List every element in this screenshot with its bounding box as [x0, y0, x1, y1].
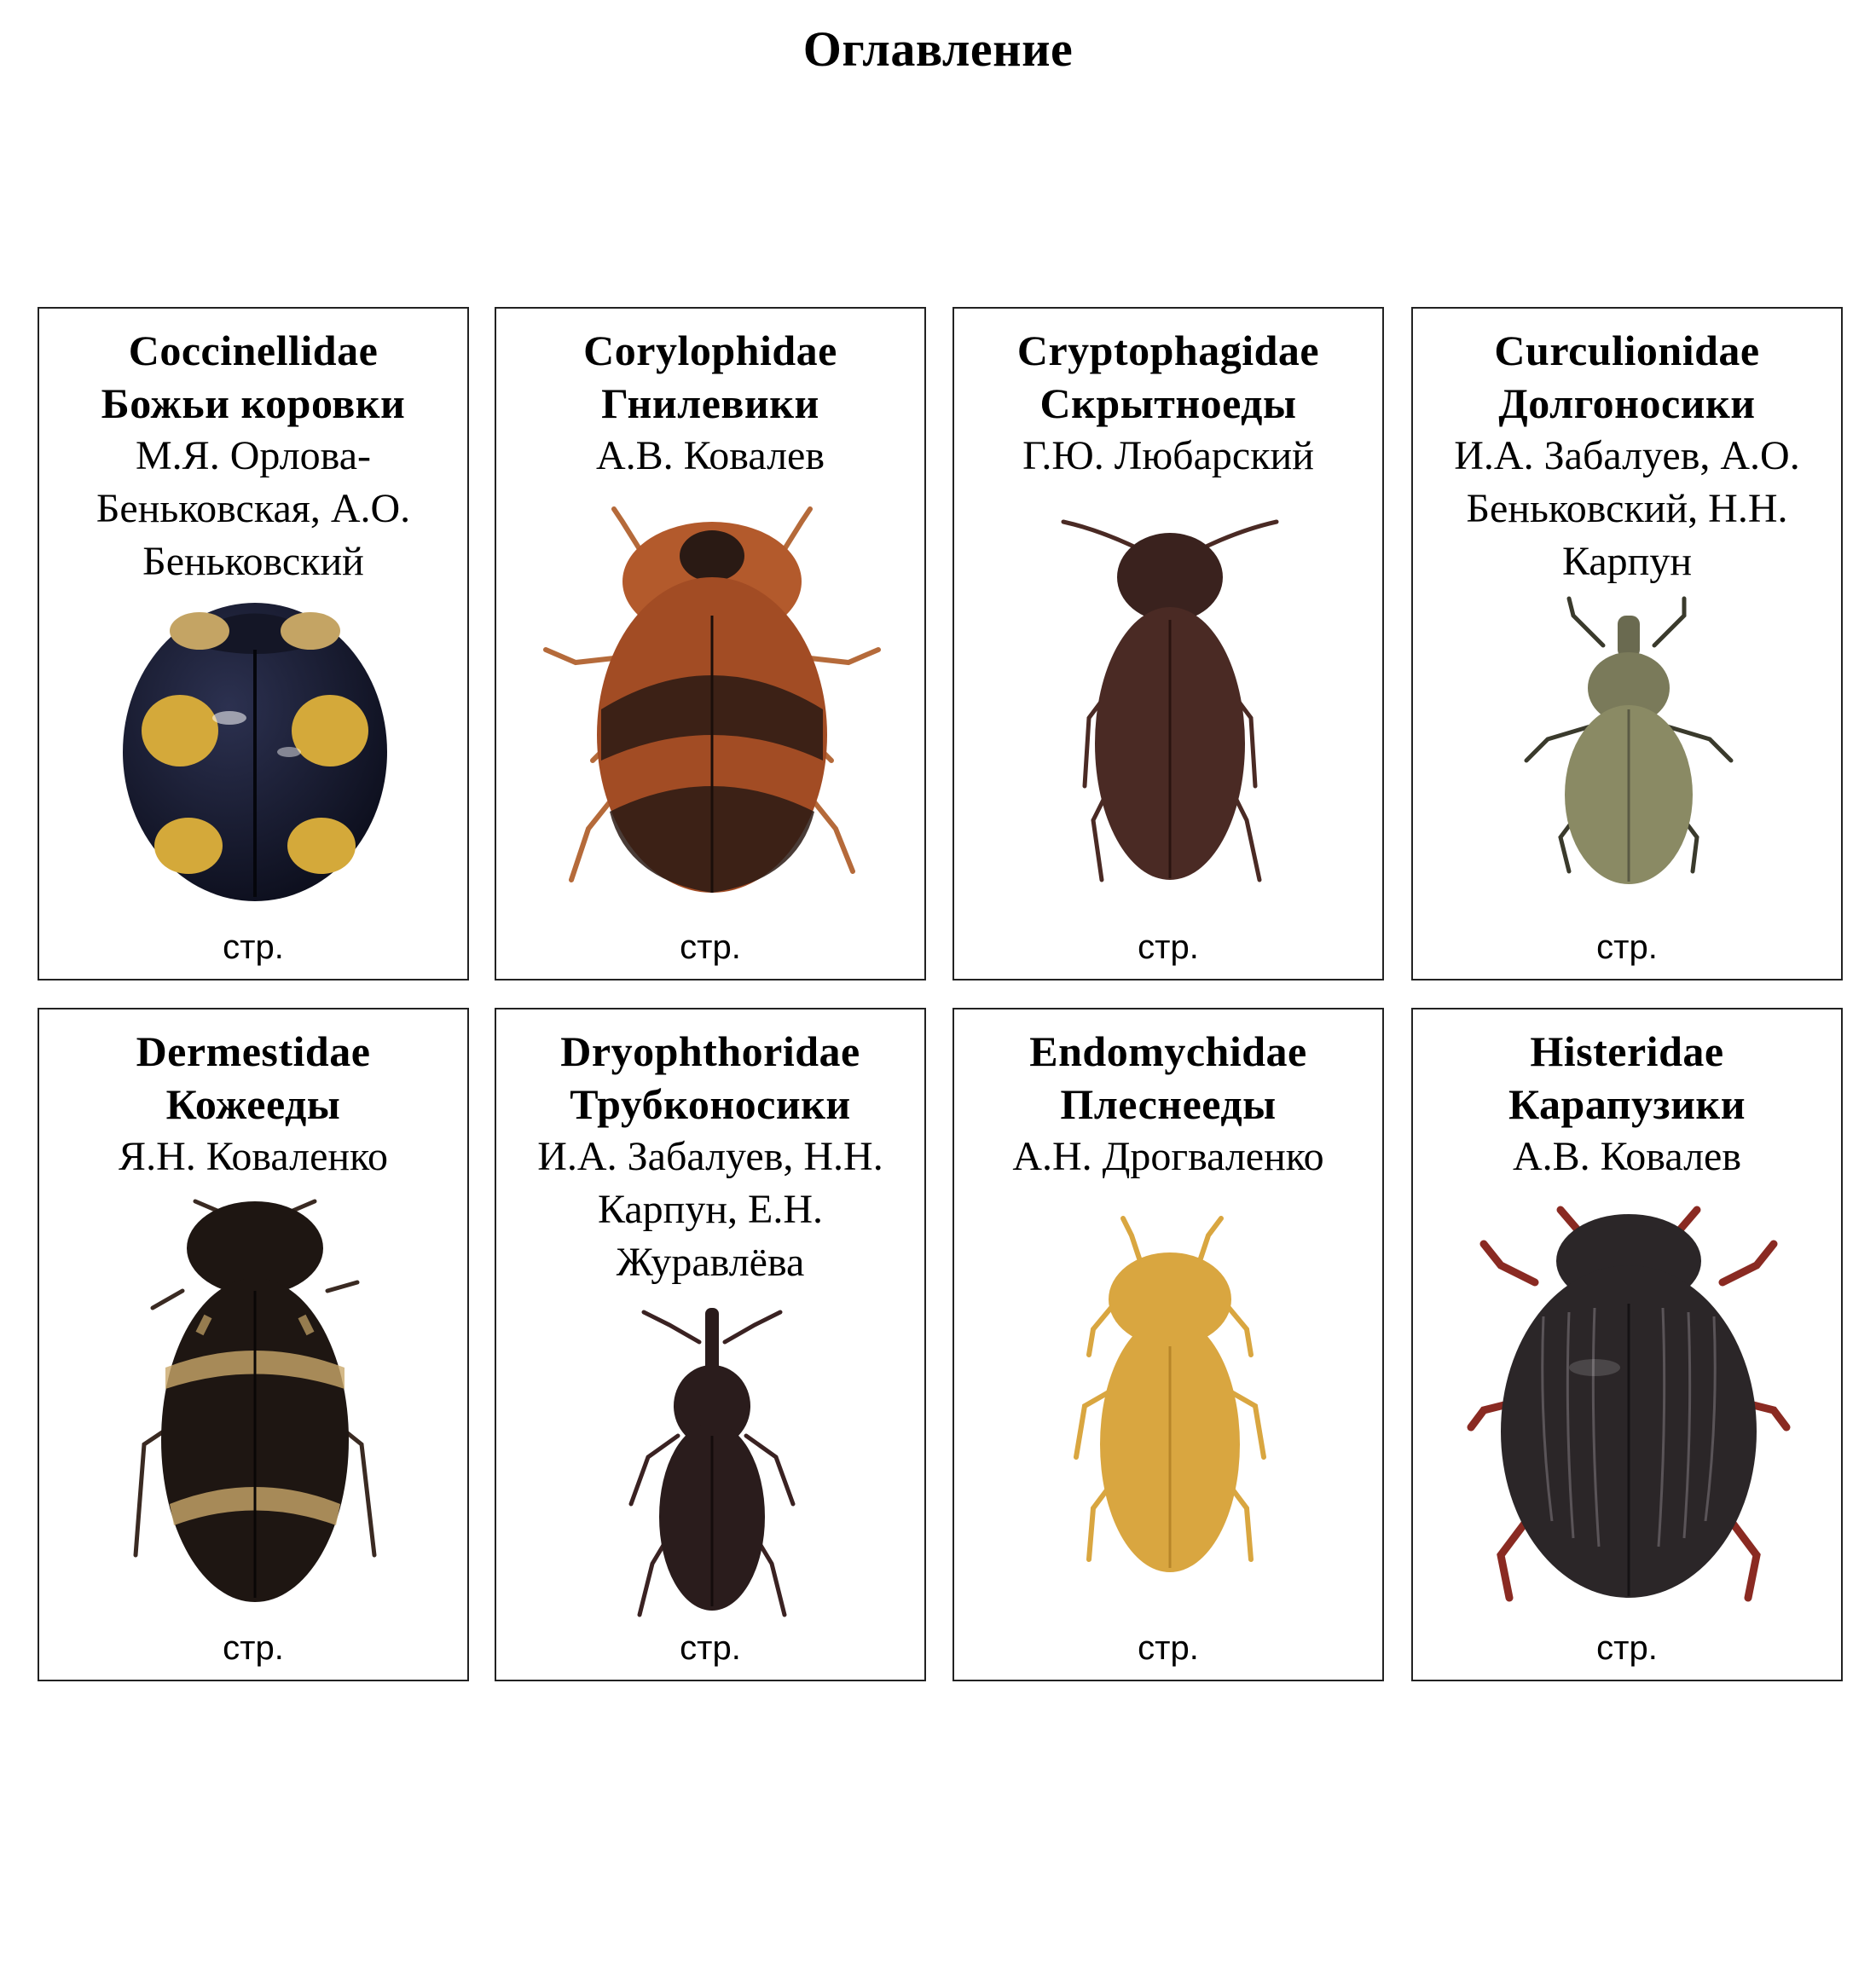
family-russian-name: Скрытноеды — [1039, 379, 1297, 427]
family-latin-name: Cryptophagidae — [1016, 327, 1320, 374]
page-label: стр. — [680, 1629, 741, 1667]
snout-beetle-icon — [627, 1308, 797, 1623]
family-russian-name: Карапузики — [1508, 1080, 1746, 1128]
card-corylophidae[interactable] — [495, 307, 926, 980]
family-latin-name: Histeridae — [1530, 1027, 1724, 1075]
family-russian-name: Трубконосики — [570, 1080, 851, 1128]
authors: М.Я. Орлова-Беньковская, А.О. Беньковский — [96, 433, 411, 584]
page-label: стр. — [680, 928, 741, 966]
card-dryophthoridae[interactable] — [495, 1008, 926, 1681]
authors: А.В. Ковалев — [596, 433, 825, 478]
endomychid-beetle-icon — [1072, 1218, 1268, 1576]
card-dermestidae[interactable] — [38, 1008, 469, 1681]
page-label: стр. — [1138, 928, 1199, 966]
corylophid-beetle-icon — [541, 505, 883, 897]
family-russian-name: Плеснееды — [1060, 1080, 1277, 1128]
family-latin-name: Curculionidae — [1494, 327, 1760, 374]
page-label: стр. — [1596, 1629, 1658, 1667]
family-latin-name: Dryophthoridae — [560, 1027, 860, 1075]
page-label: стр. — [1138, 1629, 1199, 1667]
cryptophagid-beetle-icon — [1059, 513, 1281, 888]
card-cryptophagidae[interactable] — [952, 307, 1384, 980]
family-russian-name: Божьи коровки — [101, 379, 406, 427]
card-endomychidae[interactable] — [952, 1008, 1384, 1681]
page-label: стр. — [223, 928, 284, 966]
page-label: стр. — [223, 1629, 284, 1667]
family-latin-name: Coccinellidae — [128, 327, 379, 374]
card-histeridae[interactable] — [1411, 1008, 1843, 1681]
authors: И.А. Забалуев, А.О. Беньковский, Н.Н. Карпун — [1454, 433, 1800, 584]
page-title: Оглавление — [802, 21, 1074, 77]
authors: Г.Ю. Любарский — [1022, 433, 1314, 478]
ladybird-beetle-icon — [119, 590, 391, 905]
page-label: стр. — [1596, 928, 1658, 966]
authors: Я.Н. Коваленко — [119, 1134, 388, 1179]
authors: А.В. Ковалев — [1513, 1134, 1741, 1179]
family-latin-name: Endomychidae — [1029, 1027, 1307, 1075]
authors: И.А. Забалуев, Н.Н. Карпун, Е.Н. Журавлёва — [537, 1134, 883, 1285]
family-russian-name: Гнилевики — [601, 379, 819, 427]
family-russian-name: Долгоносики — [1498, 379, 1756, 427]
authors: А.Н. Дрогваленко — [1012, 1134, 1324, 1179]
card-curculionidae[interactable] — [1411, 307, 1843, 980]
dermestid-beetle-icon — [131, 1197, 379, 1606]
histerid-beetle-icon — [1467, 1197, 1791, 1606]
card-coccinellidae[interactable] — [38, 307, 469, 980]
family-latin-name: Dermestidae — [136, 1027, 371, 1075]
weevil-beetle-icon — [1522, 599, 1735, 888]
family-russian-name: Кожееды — [165, 1080, 341, 1128]
family-latin-name: Corylophidae — [583, 327, 837, 374]
